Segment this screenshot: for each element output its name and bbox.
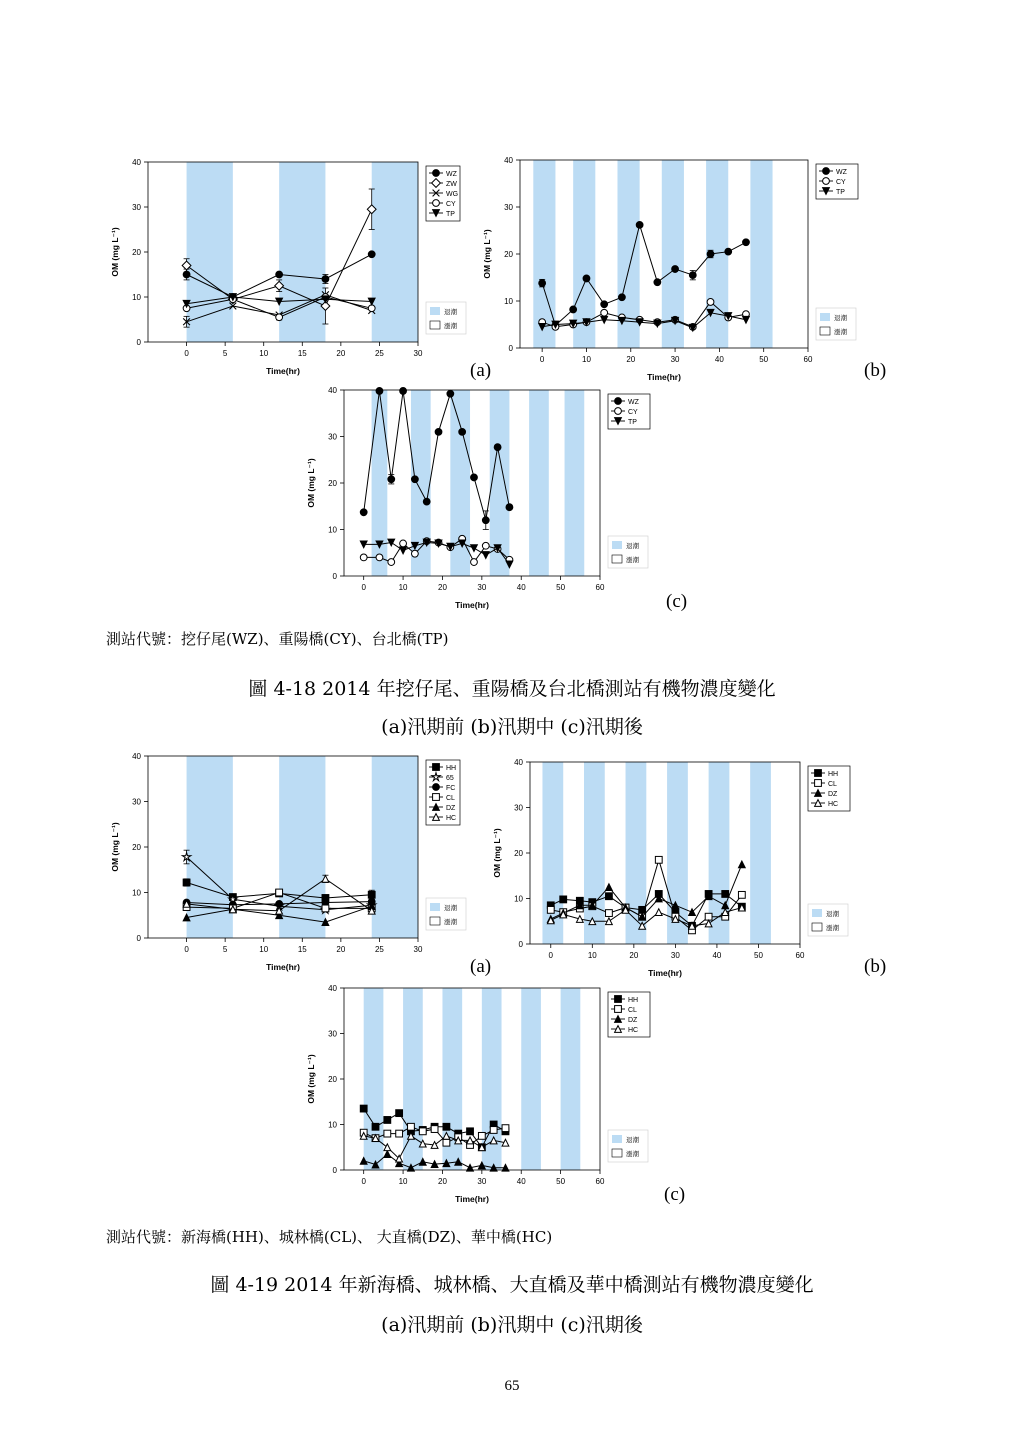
flood-swatch: [612, 1149, 622, 1157]
legend-marker: [433, 200, 440, 207]
legend: [426, 760, 460, 825]
y-tick-label: 20: [132, 248, 141, 257]
data-point: [376, 554, 383, 561]
x-tick-label: 30: [477, 1177, 487, 1186]
data-point: [360, 509, 367, 516]
legend: [808, 766, 850, 811]
ebb-label: 退潮: [626, 1137, 639, 1144]
data-point: [570, 306, 577, 313]
data-point: [368, 251, 375, 258]
data-point: [494, 444, 501, 451]
y-tick-label: 10: [328, 525, 337, 535]
y-axis: [132, 752, 148, 943]
data-point: [372, 1123, 379, 1130]
legend-label: HH: [828, 771, 839, 778]
figure-caption-4-18: 圖 4-18 2014 年挖仔尾、重陽橋及台北橋測站有機物濃度變化: [248, 678, 776, 700]
ebb-band: [372, 756, 418, 938]
data-point: [276, 314, 283, 321]
x-axis-label: Time(hr): [266, 366, 300, 376]
x-tick-label: 10: [582, 355, 591, 364]
legend-marker: [823, 178, 830, 185]
data-point: [707, 251, 714, 258]
flood-label: 漲潮: [826, 925, 839, 932]
x-tick-label: 20: [336, 349, 346, 358]
ebb-band: [521, 988, 541, 1170]
tide-legend: [816, 308, 856, 340]
y-tick-label: 0: [518, 940, 523, 949]
flood-swatch: [430, 917, 440, 925]
x-axis-label: Time(hr): [266, 962, 300, 972]
legend-label: 65: [446, 775, 454, 782]
x-tick-label: 50: [556, 583, 566, 592]
data-point: [672, 266, 679, 273]
legend-label: DZ: [628, 1017, 638, 1024]
y-tick-label: 30: [504, 203, 513, 212]
legend-label: ZW: [446, 181, 457, 188]
x-tick-label: 20: [336, 945, 346, 954]
data-point: [478, 1132, 485, 1139]
data-point: [431, 1126, 438, 1133]
data-point: [276, 271, 283, 278]
ebb-swatch: [612, 541, 622, 549]
legend: [608, 394, 650, 429]
ebb-band: [565, 390, 585, 576]
panel-label-4-19-b: (b): [864, 956, 887, 977]
y-axis: [328, 386, 344, 581]
y-axis-label: OM (mg L⁻¹): [306, 458, 316, 508]
data-point: [619, 294, 626, 301]
y-tick-label: 20: [328, 479, 337, 488]
data-point: [276, 889, 283, 896]
x-axis: [361, 1170, 605, 1186]
data-point: [435, 428, 442, 435]
y-tick-label: 0: [136, 934, 141, 943]
x-tick-label: 60: [595, 1177, 605, 1186]
legend-label: DZ: [446, 805, 456, 812]
legend-label: HC: [828, 801, 839, 808]
legend-label: CL: [828, 781, 837, 788]
ebb-label: 退潮: [826, 911, 839, 918]
x-axis: [184, 342, 423, 358]
legend-label: HH: [628, 997, 639, 1004]
x-tick-label: 40: [712, 951, 722, 960]
figure-subcaption-4-19: (a)汛期前 (b)汛期中 (c)汛期後: [381, 1314, 643, 1336]
x-tick-label: 30: [413, 349, 423, 358]
legend-marker: [433, 794, 440, 801]
x-tick-label: 60: [595, 583, 605, 592]
tide-legend: [808, 904, 848, 936]
x-tick-label: 30: [477, 583, 487, 592]
x-tick-label: 50: [759, 355, 769, 364]
y-tick-label: 0: [508, 344, 513, 353]
legend-label: WZ: [446, 171, 457, 178]
legend-label: TP: [628, 419, 637, 426]
flood-swatch: [612, 555, 622, 563]
legend-label: CL: [446, 795, 455, 802]
data-point: [443, 1139, 450, 1146]
data-point: [400, 547, 407, 554]
x-tick-label: 30: [670, 355, 680, 364]
panel-label-4-19-c: (c): [664, 1184, 686, 1205]
chart-4-18-b: [482, 150, 872, 382]
legend-label: WZ: [836, 169, 847, 176]
x-tick-label: 40: [516, 583, 526, 592]
x-tick-label: 40: [714, 355, 724, 364]
data-point: [471, 474, 478, 481]
x-tick-label: 20: [438, 1177, 447, 1186]
figure-caption-4-19: 圖 4-19 2014 年新海橋、城林橋、大直橋及華中橋測站有機物濃度變化: [210, 1274, 814, 1296]
x-tick-label: 50: [556, 1177, 566, 1186]
x-tick-label: 30: [413, 945, 423, 954]
y-axis: [504, 156, 520, 353]
station-note-4-18: 測站代號：挖仔尾(WZ)、重陽橋(CY)、台北橋(TP): [106, 630, 449, 648]
legend: [608, 992, 650, 1037]
legend-label: CY: [628, 409, 638, 416]
data-point: [738, 861, 745, 868]
ebb-label: 退潮: [444, 309, 457, 316]
ebb-bands: [542, 762, 770, 944]
x-tick-label: 50: [754, 951, 763, 960]
data-point: [419, 1128, 426, 1135]
x-tick-label: 30: [670, 951, 680, 960]
legend-marker: [615, 408, 622, 415]
data-point: [360, 554, 367, 561]
ebb-band: [750, 160, 772, 348]
ebb-band: [750, 762, 771, 944]
page-number: 65: [504, 1378, 520, 1394]
ebb-band: [529, 390, 549, 576]
chart-4-19-c: [296, 978, 676, 1210]
y-axis-label: OM (mg L⁻¹): [110, 822, 120, 872]
legend: [426, 166, 460, 221]
x-tick-label: 25: [374, 945, 384, 954]
panel-label-4-18-a: (a): [470, 360, 492, 381]
legend-label: HC: [446, 815, 457, 822]
y-axis: [132, 158, 148, 347]
ebb-swatch: [812, 909, 822, 917]
data-point: [447, 390, 454, 397]
flood-swatch: [430, 321, 440, 329]
data-point: [636, 221, 643, 228]
y-tick-label: 40: [328, 984, 337, 993]
data-point: [411, 550, 418, 557]
y-axis: [514, 758, 530, 949]
data-point: [539, 280, 546, 287]
x-axis: [184, 938, 423, 954]
x-tick-label: 0: [361, 1177, 366, 1186]
tide-legend: [426, 898, 466, 930]
ebb-band: [403, 988, 423, 1170]
legend-marker: [823, 168, 830, 175]
x-tick-label: 15: [297, 349, 307, 358]
flood-swatch: [820, 327, 830, 335]
data-point: [606, 910, 613, 917]
data-point: [360, 1105, 367, 1112]
y-tick-label: 40: [504, 156, 513, 165]
data-point: [482, 517, 489, 524]
legend-label: WG: [446, 191, 459, 198]
data-point: [725, 248, 732, 255]
chart-4-18-c: [296, 380, 676, 612]
flood-swatch: [812, 923, 822, 931]
ebb-bands: [187, 162, 418, 342]
y-tick-label: 40: [328, 386, 337, 395]
flood-label: 漲潮: [444, 323, 457, 330]
x-tick-label: 20: [438, 583, 447, 592]
data-point: [384, 1151, 391, 1158]
x-tick-label: 10: [398, 1177, 408, 1186]
y-tick-label: 40: [514, 758, 523, 767]
legend-label: HH: [446, 765, 457, 772]
panel-label-4-19-a: (a): [470, 956, 492, 977]
y-tick-label: 20: [514, 849, 523, 858]
ebb-swatch: [820, 313, 830, 321]
y-tick-label: 0: [332, 1166, 337, 1175]
data-point: [601, 309, 608, 316]
flood-label: 漲潮: [444, 919, 457, 926]
x-tick-label: 15: [297, 945, 307, 954]
data-point: [183, 879, 190, 886]
data-point: [388, 476, 395, 483]
y-tick-label: 30: [514, 803, 523, 813]
legend-marker: [433, 170, 440, 177]
y-axis-label: OM (mg L⁻¹): [482, 229, 492, 279]
y-tick-label: 20: [328, 1075, 337, 1084]
tide-legend: [608, 536, 648, 568]
ebb-band: [561, 988, 581, 1170]
legend-marker: [615, 1006, 622, 1013]
data-point: [547, 906, 554, 913]
x-tick-label: 5: [222, 349, 228, 358]
x-tick-label: 10: [259, 945, 269, 954]
panel-label-4-18-c: (c): [666, 591, 688, 612]
legend-marker: [433, 784, 440, 791]
x-tick-label: 0: [184, 945, 189, 954]
y-tick-label: 20: [504, 250, 513, 259]
legend-label: CY: [446, 201, 456, 208]
data-point: [506, 504, 513, 511]
legend-marker: [615, 996, 622, 1003]
ebb-swatch: [612, 1135, 622, 1143]
data-point: [689, 272, 696, 279]
data-point: [722, 891, 729, 898]
x-tick-label: 40: [516, 1177, 526, 1186]
x-axis: [361, 576, 605, 592]
data-point: [606, 893, 613, 900]
y-axis-label: OM (mg L⁻¹): [492, 828, 502, 878]
y-axis: [328, 984, 344, 1175]
data-point: [471, 545, 478, 552]
data-point: [471, 559, 478, 566]
data-point: [560, 896, 567, 903]
data-point: [490, 1127, 497, 1134]
data-point: [654, 279, 661, 286]
y-tick-label: 0: [136, 338, 141, 347]
data-point: [655, 856, 662, 863]
ebb-band: [364, 988, 384, 1170]
data-point: [396, 1110, 403, 1117]
x-axis-label: Time(hr): [648, 968, 682, 978]
y-tick-label: 10: [504, 297, 513, 306]
data-point: [743, 316, 750, 323]
data-point: [443, 1123, 450, 1130]
x-tick-label: 60: [795, 951, 805, 960]
x-axis-label: Time(hr): [455, 600, 489, 610]
station-note-4-19: 測站代號：新海橋(HH)、城林橋(CL)、 大直橋(DZ)、華中橋(HC): [106, 1228, 553, 1246]
figure-subcaption-4-18: (a)汛期前 (b)汛期中 (c)汛期後: [381, 716, 643, 738]
ebb-band: [584, 762, 605, 944]
x-tick-label: 0: [361, 583, 366, 592]
data-point: [601, 301, 608, 308]
ebb-swatch: [430, 307, 440, 315]
x-axis-label: Time(hr): [647, 372, 681, 382]
data-point: [655, 909, 662, 916]
data-point: [467, 1128, 474, 1135]
data-point: [388, 559, 395, 566]
y-axis-label: OM (mg L⁻¹): [110, 227, 120, 277]
ebb-bands: [187, 756, 418, 938]
x-tick-label: 0: [539, 355, 545, 364]
legend-marker: [815, 780, 822, 787]
panel-label-4-18-b: (b): [864, 360, 887, 381]
legend: [816, 164, 858, 199]
legend-marker: [433, 764, 440, 771]
data-point: [707, 299, 714, 306]
x-axis: [549, 944, 805, 960]
legend-label: FC: [446, 785, 456, 792]
legend-label: DZ: [828, 791, 838, 798]
data-point: [738, 891, 745, 898]
x-tick-label: 20: [629, 951, 639, 960]
chart-4-19-b: [492, 752, 872, 978]
ebb-band: [372, 162, 418, 342]
legend-marker: [815, 770, 822, 777]
data-point: [322, 905, 329, 912]
data-point: [743, 239, 750, 246]
ebb-swatch: [430, 903, 440, 911]
x-tick-label: 10: [587, 951, 597, 960]
data-point: [396, 1130, 403, 1137]
data-point: [322, 276, 329, 283]
data-point: [408, 1123, 415, 1130]
ebb-band: [279, 756, 325, 938]
data-point: [368, 891, 375, 898]
y-tick-label: 10: [514, 894, 523, 904]
y-tick-label: 10: [132, 293, 141, 302]
x-tick-label: 5: [222, 945, 228, 954]
ebb-band: [187, 162, 233, 342]
data-point: [583, 275, 590, 282]
flood-label: 漲潮: [834, 329, 847, 336]
y-tick-label: 20: [132, 843, 141, 852]
ebb-label: 退潮: [834, 315, 847, 322]
data-point: [423, 498, 430, 505]
legend-label: CL: [628, 1007, 637, 1014]
legend-label: TP: [836, 189, 845, 196]
x-tick-label: 0: [184, 349, 189, 358]
x-tick-label: 10: [398, 583, 408, 592]
legend-label: WZ: [628, 399, 639, 406]
y-tick-label: 40: [132, 158, 141, 167]
x-tick-label: 20: [626, 355, 636, 364]
tide-legend: [608, 1130, 648, 1162]
legend-label: CY: [836, 179, 846, 186]
data-point: [400, 388, 407, 395]
data-point: [482, 552, 489, 559]
chart-4-19-a: [100, 748, 470, 980]
x-tick-label: 25: [374, 349, 384, 358]
y-tick-label: 30: [132, 203, 141, 212]
data-point: [376, 388, 383, 395]
y-tick-label: 10: [328, 1120, 337, 1130]
flood-label: 漲潮: [626, 1151, 639, 1158]
legend-label: HC: [628, 1027, 639, 1034]
legend-marker: [615, 398, 622, 405]
ebb-label: 退潮: [444, 905, 457, 912]
legend-label: TP: [446, 211, 455, 218]
data-point: [502, 1125, 509, 1132]
data-point: [459, 428, 466, 435]
data-point: [606, 884, 613, 891]
x-tick-label: 10: [259, 349, 269, 358]
data-point: [384, 1130, 391, 1137]
data-point: [400, 540, 407, 547]
data-point: [482, 542, 489, 549]
data-point: [411, 476, 418, 483]
flood-label: 漲潮: [626, 557, 639, 564]
x-axis: [540, 348, 813, 364]
tide-legend: [426, 302, 466, 334]
y-tick-label: 10: [132, 888, 141, 898]
x-tick-label: 60: [803, 355, 813, 364]
x-axis-label: Time(hr): [455, 1194, 489, 1204]
y-tick-label: 0: [332, 572, 337, 581]
y-tick-label: 30: [132, 797, 141, 807]
chart-4-18-a: [100, 150, 470, 385]
ebb-label: 退潮: [626, 543, 639, 550]
y-tick-label: 30: [328, 432, 337, 442]
y-tick-label: 40: [132, 752, 141, 761]
y-tick-label: 30: [328, 1029, 337, 1039]
y-axis-label: OM (mg L⁻¹): [306, 1054, 316, 1104]
ebb-band: [279, 162, 325, 342]
data-point: [384, 1117, 391, 1124]
x-tick-label: 0: [548, 951, 553, 960]
